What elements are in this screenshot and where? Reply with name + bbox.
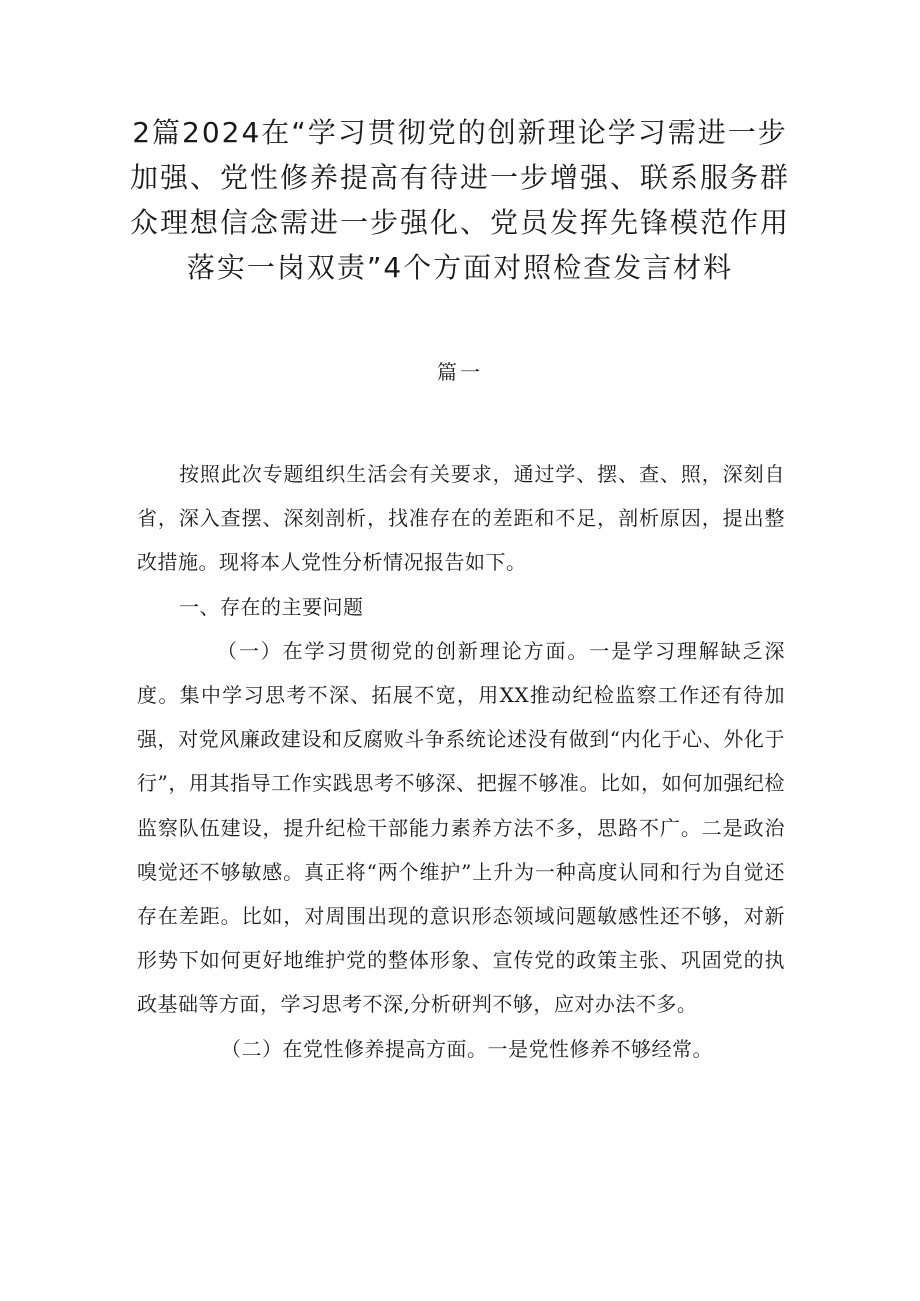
document-body [137, 452, 785, 1071]
intro-paragraph: 按照此次专题组织生活会有关要求，通过学、摆、查、照，深刻自省，深入查摆、深刻剖析，找准存在的差距和不足，剖析原因，提出整改措施。现将本人党性分析情况报告如下。 [137, 462, 785, 575]
title-line-4: 落实一岗双责”4个方面对照检查发言材料 [186, 251, 734, 284]
heading-main-problems: 一、存在的主要问题 [179, 594, 364, 619]
title-line-1: 2篇2024在“学习贯彻党的创新理论学习需进一步 [132, 116, 788, 149]
document-title [118, 110, 802, 290]
title-line-2: 加强、党性修养提高有待进一步增强、联系服务群 [129, 161, 790, 194]
point-2-paragraph: （二）在党性修养提高方面。一是党性修养不够经常。 [221, 1036, 713, 1061]
title-line-3: 众理想信念需进一步强化、党员发挥先锋模范作用 [129, 206, 790, 239]
section-label: 篇一 [437, 360, 483, 384]
point-1-paragraph: （一）在学习贯彻党的创新理论方面。一是学习理解缺乏深度。集中学习思考不深、拓展不宽，用XX推动纪检监察工作还有待加强，对党风廉政建设和反腐败斗争系统论述没有做到“内化于心、外化于行”，用其指导工作实践思考不够深、把握不够准。比如，如何加强纪检监察队伍建设，提升纪检干部能力素养方法不多，思路不广。二是政治嗅觉还不够敏感。真正将“两个维护”上升为一种高度认同和行为自觉还存在差距。比如，对周围出现的意识形态领域问题敏感性还不够，对新形势下如何更好地维护党的整体形象、宣传党的政策主张、巩固党的执政基础等方面，学习思考不深,分析研判不够，应对办法不多。 [137, 638, 785, 1017]
